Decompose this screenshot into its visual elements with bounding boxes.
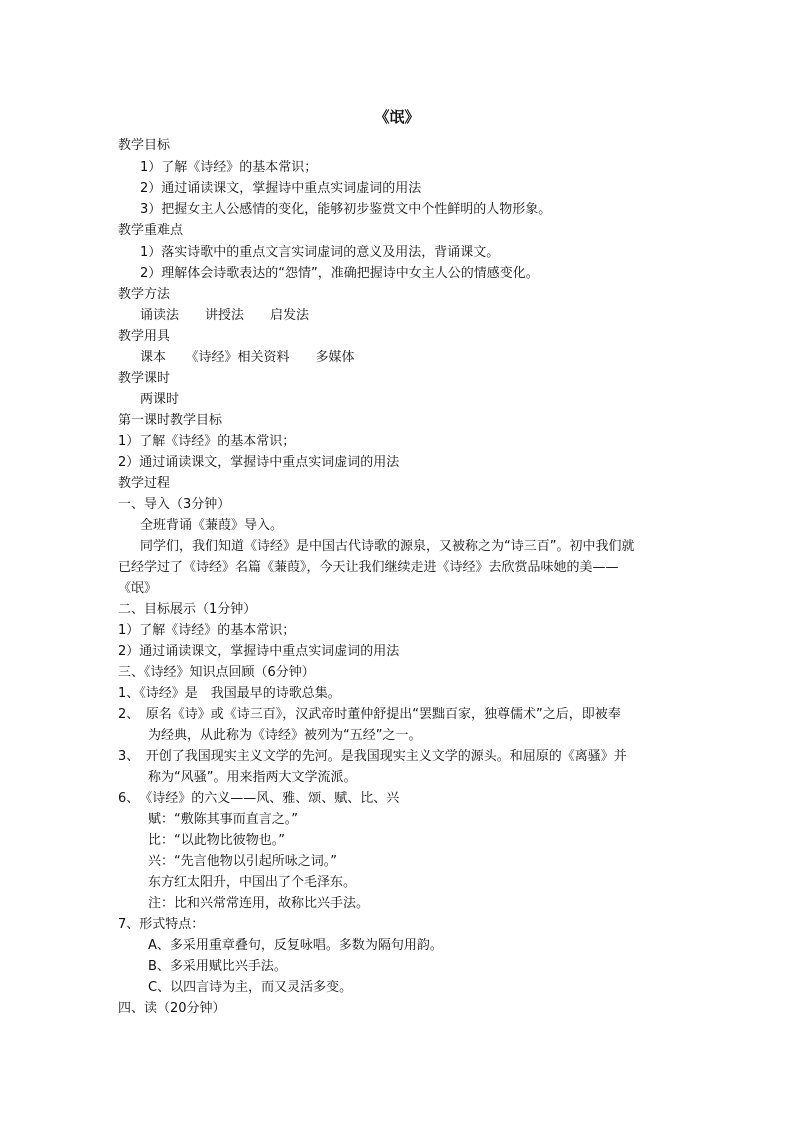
text-line: 2）通过诵读课文，掌握诗中重点实词虚词的用法 <box>118 455 400 470</box>
text-line: 同学们，我们知道《诗经》是中国古代诗歌的源泉，又被称之为“诗三百”。初中我们就 <box>140 539 635 554</box>
text-line: 2、 原名《诗》或《诗三百》，汉武帝时董仲舒提出“罢黜百家，独尊儒术”之后，即被奉 <box>118 707 621 722</box>
text-line: 第一课时教学目标 <box>118 413 223 428</box>
text-line: 1）了解《诗经》的基本常识； <box>140 160 318 175</box>
document-title: 《氓》 <box>374 108 420 126</box>
text-line: 为经典，从此称为《诗经》被列为“五经”之一。 <box>148 728 422 743</box>
text-line: 教学课时 <box>118 371 171 386</box>
text-line: 教学目标 <box>118 138 171 153</box>
text-line: A、多采用重章叠句，反复咏唱。多数为隔句用韵。 <box>148 938 443 953</box>
text-line: 6、 《诗经》的六义——风、雅、颂、赋、比、兴 <box>118 791 400 806</box>
text-line: 称为“风骚”。用来指两大文学流派。 <box>148 770 357 785</box>
text-line: 兴：“先言他物以引起所咏之词。” <box>148 854 337 869</box>
text-line: 东方红太阳升，中国出了个毛泽东。 <box>148 875 357 890</box>
text-line: 三、《诗经》知识点回顾（6分钟） <box>118 665 315 680</box>
text-line: 二、目标展示（1分钟） <box>118 602 257 617</box>
text-line: 已经学过了《诗经》名篇《蒹葭》，今天让我们继续走进《诗经》去欣赏品味她的美—— <box>118 560 619 575</box>
text-line: 全班背诵《蒹葭》导入。 <box>140 518 284 533</box>
text-line: 1、《诗经》是 我国最早的诗歌总集。 <box>118 686 341 701</box>
text-line: 赋：“敷陈其事而直言之。” <box>148 812 298 827</box>
text-line: 3）把握女主人公感情的变化，能够初步鉴赏文中个性鲜明的人物形象。 <box>140 202 552 217</box>
text-line: 教学用具 <box>118 329 171 344</box>
text-line: 1）了解《诗经》的基本常识； <box>118 434 296 449</box>
text-line: 2）通过诵读课文，掌握诗中重点实词虚词的用法 <box>140 181 422 196</box>
text-line: 教学重难点 <box>118 223 184 238</box>
text-line: 比：“以此物比彼物也。” <box>148 833 285 848</box>
text-line: 2）理解体会诗歌表达的“怨情”，准确把握诗中女主人公的情感变化。 <box>140 266 539 281</box>
text-line: 四、读（20分钟） <box>118 1001 226 1016</box>
text-line: 3、 开创了我国现实主义文学的先河。是我国现实主义文学的源头。和屈原的《离骚》并 <box>118 749 627 764</box>
text-line: 一、导入（3分钟） <box>118 497 231 512</box>
text-line: C、以四言诗为主，而又灵活多变。 <box>148 980 353 995</box>
text-line: 1）了解《诗经》的基本常识； <box>118 623 296 638</box>
text-line: 教学方法 <box>118 287 171 302</box>
text-line: 2）通过诵读课文，掌握诗中重点实词虚词的用法 <box>118 644 400 659</box>
text-line: B、多采用赋比兴手法。 <box>148 959 287 974</box>
text-line: 注：比和兴常常连用，故称比兴手法。 <box>148 896 370 911</box>
text-line: 课本 《诗经》相关资料 多媒体 <box>140 350 355 365</box>
text-line: 7、形式特点： <box>118 917 205 932</box>
text-line: 1）落实诗歌中的重点文言实词虚词的意义及用法，背诵课文。 <box>140 245 500 260</box>
text-line: 《氓》 <box>118 581 158 596</box>
text-line: 教学过程 <box>118 476 171 491</box>
text-line: 两课时 <box>140 392 180 407</box>
text-line: 诵读法 讲授法 启发法 <box>140 308 310 323</box>
